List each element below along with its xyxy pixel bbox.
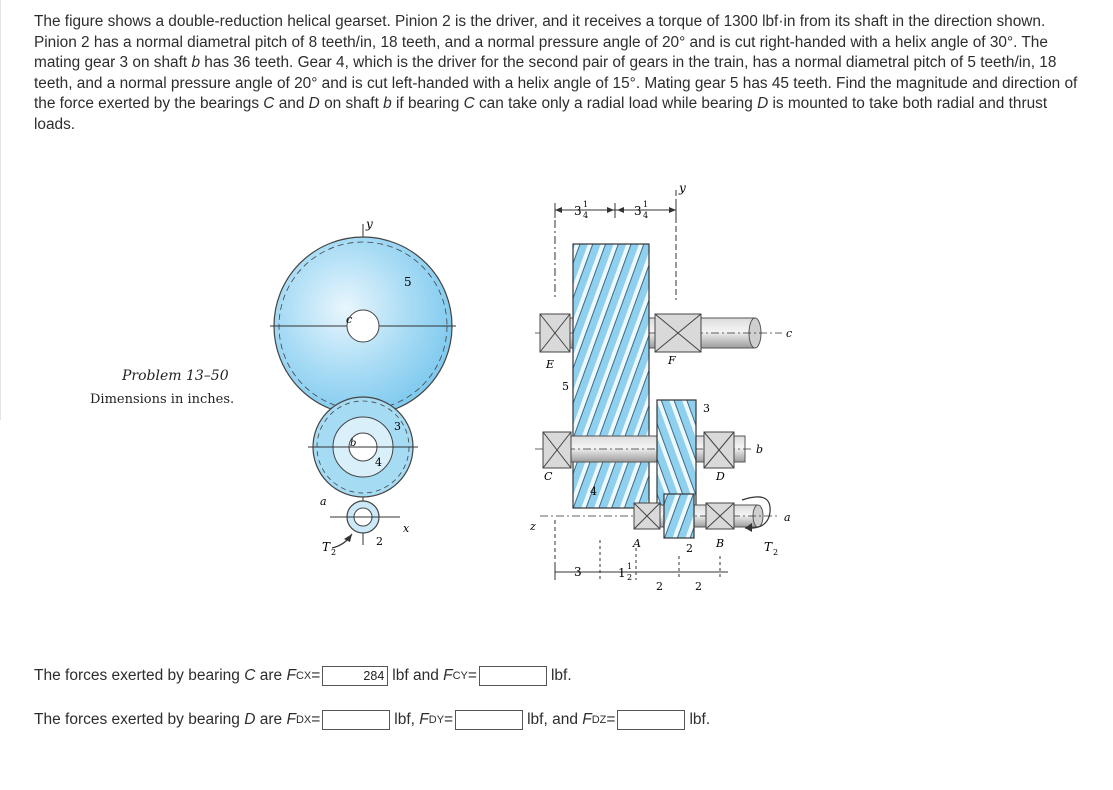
bearing-d-label: D: [716, 470, 725, 483]
problem-sentence: The figure shows a double-reduction helical gearset.: [34, 13, 391, 30]
unit-label: lbf,: [394, 711, 415, 728]
bearing-a-label: A: [633, 537, 641, 550]
answer-verb: are: [259, 667, 283, 684]
problem-sentence: on shaft: [324, 95, 379, 113]
answer-row-bearing-c: [34, 666, 572, 686]
answer-prefix: The forces exerted by bearing: [34, 711, 240, 728]
problem-sentence: Pinion 2 has a normal diametral pitch of 8 teeth/in, 18 teeth, and a normal pressure angle of 20° and is cut right-handed with a helix angle of 30°.: [34, 33, 1018, 51]
bearing-f-label: F: [668, 354, 676, 367]
fcx-answer-input[interactable]: 284: [322, 666, 388, 686]
force-symbol: F: [286, 667, 296, 684]
answer-row-bearing-d: [34, 710, 710, 730]
x-axis-label: x: [403, 522, 410, 535]
equals-sign: =: [606, 711, 616, 728]
equals-sign: =: [311, 711, 321, 728]
dim-arrow: [555, 207, 562, 213]
force-symbol: F: [286, 711, 296, 728]
problem-sentence: Mating gear 5 has 45 teeth.: [644, 74, 832, 92]
torque-label-right: T: [764, 540, 773, 554]
dim-top1-whole: 3: [574, 204, 582, 218]
bearing-name: D: [244, 711, 256, 728]
dim-top1-num: 1: [583, 200, 589, 209]
torque-sub-left: 2: [331, 548, 337, 557]
gear-5-label: 5: [404, 275, 412, 289]
fdx-answer-input[interactable]: [322, 710, 390, 730]
dim-bot1: 3: [574, 565, 582, 579]
equals-sign: =: [467, 667, 477, 684]
unit-label: lbf, and: [527, 711, 578, 728]
side-view: [529, 181, 792, 593]
fdy-answer-input[interactable]: [455, 710, 523, 730]
torque-arrowhead-left: [344, 534, 352, 542]
dim-bot4: 2: [695, 580, 702, 593]
bearing-label-c: C: [463, 95, 475, 113]
dim-bot3: 2: [656, 580, 663, 593]
dim-arrow: [617, 207, 624, 213]
dim-top1-den: 4: [583, 211, 589, 220]
dim-bot2-den: 2: [627, 573, 633, 582]
bearing-e-label: E: [546, 358, 555, 371]
problem-sentence: Pinion 2 is the driver, and it receives a torque of 1300 lbf·in from its shaft in the direction shown.: [395, 13, 1046, 30]
problem-sentence: if bearing: [395, 95, 460, 113]
shaft-b-label: b: [350, 438, 357, 449]
shaft-c-label-right: c: [786, 327, 793, 340]
problem-sentence: is mounted to take both radial and thrust loads.: [34, 95, 1048, 133]
unit-label: lbf.: [550, 667, 572, 684]
torque-label-left: T: [322, 540, 331, 554]
force-subscript: DZ: [591, 714, 607, 726]
y-axis-label: y: [366, 217, 373, 231]
bearing-label-d: D: [757, 95, 769, 113]
torque-sub-right: 2: [773, 548, 779, 557]
z-axis-label: z: [530, 520, 536, 533]
gear-3-label: 3: [394, 420, 401, 433]
force-subscript: DX: [295, 714, 312, 726]
bearing-label-c: C: [263, 95, 275, 113]
pinion-2-side-label: 2: [686, 542, 693, 555]
fcy-answer-input[interactable]: [479, 666, 547, 686]
bearing-name: C: [244, 667, 256, 684]
unit-label: lbf.: [689, 711, 711, 728]
shaft-label-b: b: [383, 95, 392, 113]
answer-verb: are: [259, 711, 283, 728]
gear-4-side-label: 4: [590, 485, 597, 498]
force-symbol: F: [419, 711, 429, 728]
gear-5-side: [573, 244, 649, 508]
shaft-a-label: a: [320, 495, 327, 508]
fdz-answer-input[interactable]: [617, 710, 685, 730]
problem-sentence: has 36 teeth.: [204, 54, 294, 72]
end-view: [270, 217, 456, 557]
pinion-2-label: 2: [376, 535, 383, 548]
problem-sentence: can take only a radial load while bearing: [478, 95, 753, 113]
dim-top2-num: 1: [643, 200, 649, 209]
bearing-b-label: B: [716, 537, 725, 550]
force-subscript: CX: [295, 670, 312, 682]
dim-bot2-num: 1: [627, 562, 633, 571]
shaft-b-label-right: b: [756, 443, 764, 456]
problem-sentence: The mating gear 3 on shaft: [34, 33, 1048, 72]
problem-sentence: Gear 4, which is the driver for the second pair of gears in the train, has a normal diametral pitch of 5 teeth/in, 18 teeth, and a normal pressure angle of 20° and is cut left-handed with a helix angle of 15°.: [34, 54, 1057, 92]
shaft-a-label-right: a: [784, 511, 791, 524]
figure-title: Problem 13–50: [122, 368, 229, 384]
dim-top2-den: 4: [643, 211, 649, 220]
force-symbol: F: [443, 667, 453, 684]
dim-arrow: [607, 207, 614, 213]
equals-sign: =: [311, 667, 321, 684]
force-symbol: F: [582, 711, 592, 728]
answer-prefix: The forces exerted by bearing: [34, 667, 240, 684]
bearing-c-label: C: [544, 470, 553, 483]
dim-arrow: [669, 207, 676, 213]
gear-4-label: 4: [375, 456, 382, 469]
problem-sentence: Find the magnitude and direction of the force exerted by the bearings: [34, 74, 1078, 113]
figure-subtitle: Dimensions in inches.: [90, 392, 235, 407]
unit-label: lbf and: [392, 667, 439, 684]
gear-3-side-label: 3: [703, 402, 710, 415]
y-axis-label-right: y: [679, 181, 686, 195]
dim-bot2-whole: 1: [618, 566, 626, 580]
equals-sign: =: [444, 711, 454, 728]
gear-5-side-label: 5: [562, 380, 569, 393]
dim-top2-whole: 3: [634, 204, 642, 218]
shaft-label-b: b: [191, 54, 200, 72]
pinion-2-side: [664, 494, 694, 538]
force-subscript: CY: [452, 670, 468, 682]
problem-sentence: and: [278, 95, 305, 113]
force-subscript: DY: [428, 714, 445, 726]
shaft-c-label: c: [346, 313, 353, 326]
bearing-label-d: D: [308, 95, 320, 113]
